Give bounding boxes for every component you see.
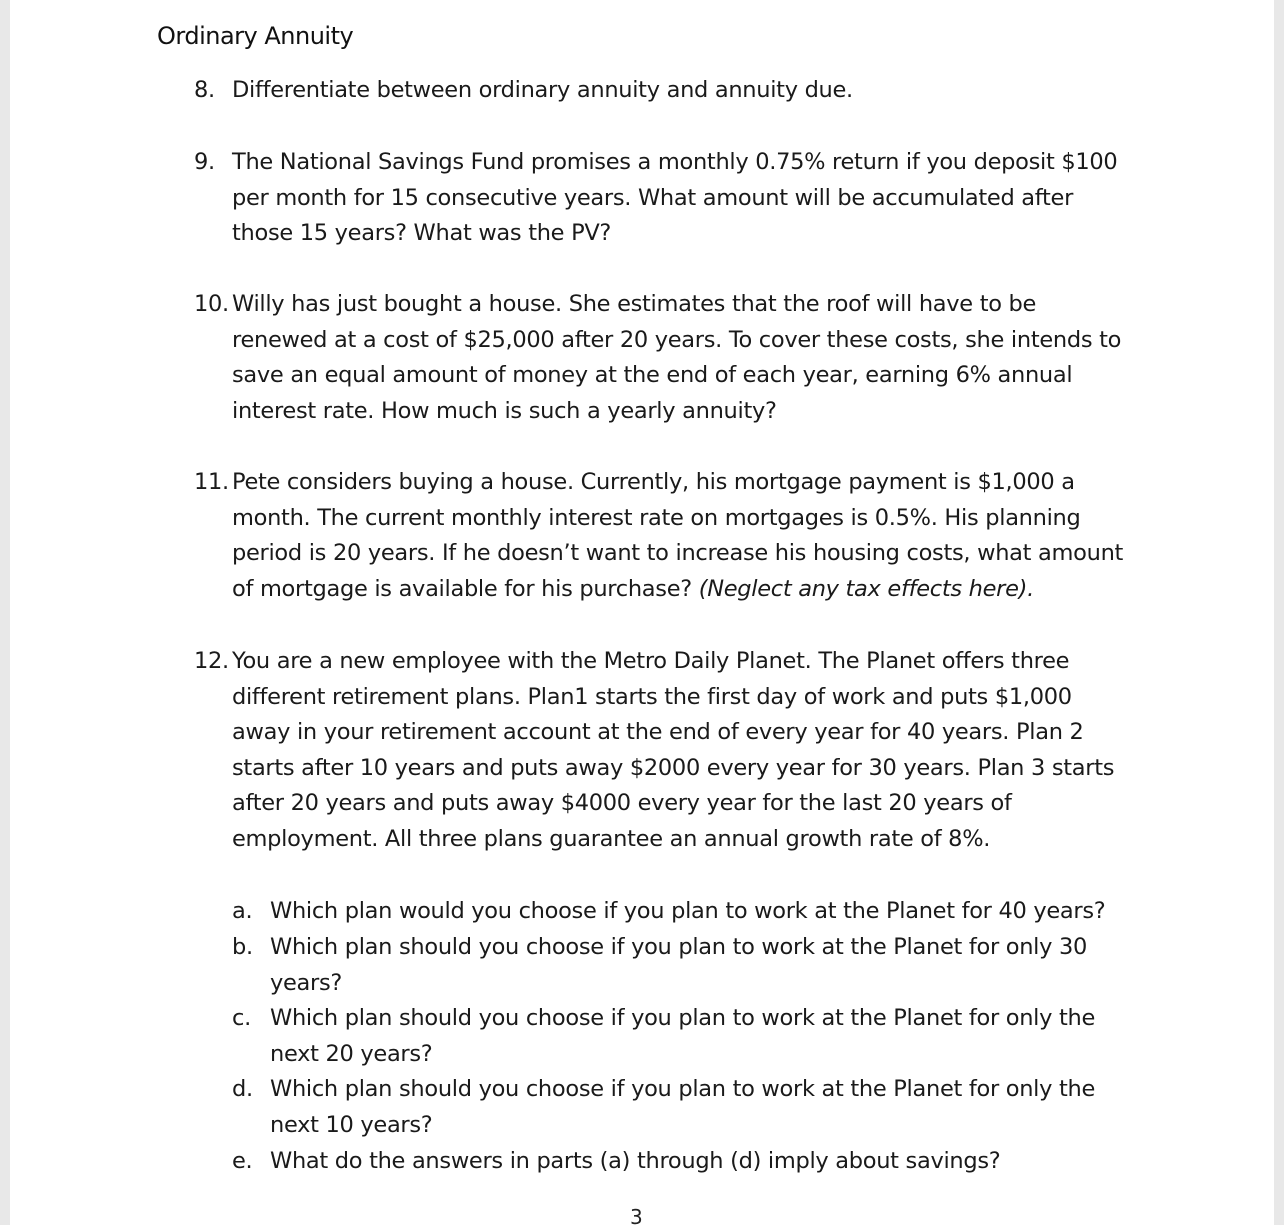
subquestion-text: What do the answers in parts (a) through (d) imply about savings?: [270, 1148, 1001, 1174]
question-11: [194, 465, 1134, 607]
section-heading: Ordinary Annuity: [157, 22, 354, 50]
document-page: [10, 0, 1274, 1225]
question-9: [194, 145, 1134, 252]
subquestion-text: Which plan should you choose if you plan to work at the Planet for only 30 years?: [270, 934, 1088, 996]
question-text: The National Savings Fund promises a monthly 0.75% return if you deposit $100 per month for 15 consecutive years. What amount will be accumulated after those 15 years? What was the PV?: [232, 149, 1118, 247]
question-note: (Neglect any tax effects here).: [698, 575, 1034, 602]
subquestion-c: [232, 1001, 1132, 1072]
question-number: 9.: [194, 149, 215, 175]
question-number: 12.: [194, 648, 229, 674]
question-12: [194, 644, 1134, 858]
subquestion-letter: e.: [232, 1148, 253, 1174]
subquestion-b: [232, 930, 1132, 1001]
subquestion-text: Which plan would you choose if you plan to work at the Planet for 40 years?: [270, 898, 1106, 924]
subquestion-letter: d.: [232, 1076, 253, 1102]
subquestion-d: [232, 1072, 1132, 1143]
question-number: 8.: [194, 77, 215, 103]
subquestion-e: [232, 1144, 1132, 1180]
question-text: Pete considers buying a house. Currently, his mortgage payment is $1,000 a month. The current monthly interest rate on mortgages is 0.5%. His planning period is 20 years. If he doesn’t want to increase his housing costs, what amount of mortgage is available for his purchase?: [232, 469, 1124, 602]
subquestion-text: Which plan should you choose if you plan to work at the Planet for only the next 20 years?: [270, 1005, 1096, 1067]
subquestion-letter: b.: [232, 934, 253, 960]
question-number: 10.: [194, 291, 229, 317]
question-8: [194, 73, 1134, 109]
subquestion-letter: c.: [232, 1005, 251, 1031]
question-text: Differentiate between ordinary annuity and annuity due.: [232, 77, 853, 103]
subquestion-letter: a.: [232, 898, 253, 924]
question-text: You are a new employee with the Metro Daily Planet. The Planet offers three different retirement plans. Plan1 starts the first day of work and puts $1,000 away in your retirement account at the end of every year for 40 years. Plan 2 starts after 10 years and puts away $2000 every year for 30 years. Plan 3 starts after 20 years and puts away $4000 every year for the last 20 years of employment. All three plans guarantee an annual growth rate of 8%.: [232, 648, 1115, 852]
subquestion-text: Which plan should you choose if you plan to work at the Planet for only the next 10 years?: [270, 1076, 1096, 1138]
question-10: [194, 287, 1134, 429]
subquestion-a: [232, 894, 1132, 930]
question-text-wrapper: [232, 465, 1134, 607]
page-number: 3: [630, 1205, 643, 1225]
question-number: 11.: [194, 469, 229, 495]
question-text: Willy has just bought a house. She estimates that the roof will have to be renewed at a cost of $25,000 after 20 years. To cover these costs, she intends to save an equal amount of money at the end of each year, earning 6% annual interest rate. How much is such a yearly annuity?: [232, 291, 1122, 424]
